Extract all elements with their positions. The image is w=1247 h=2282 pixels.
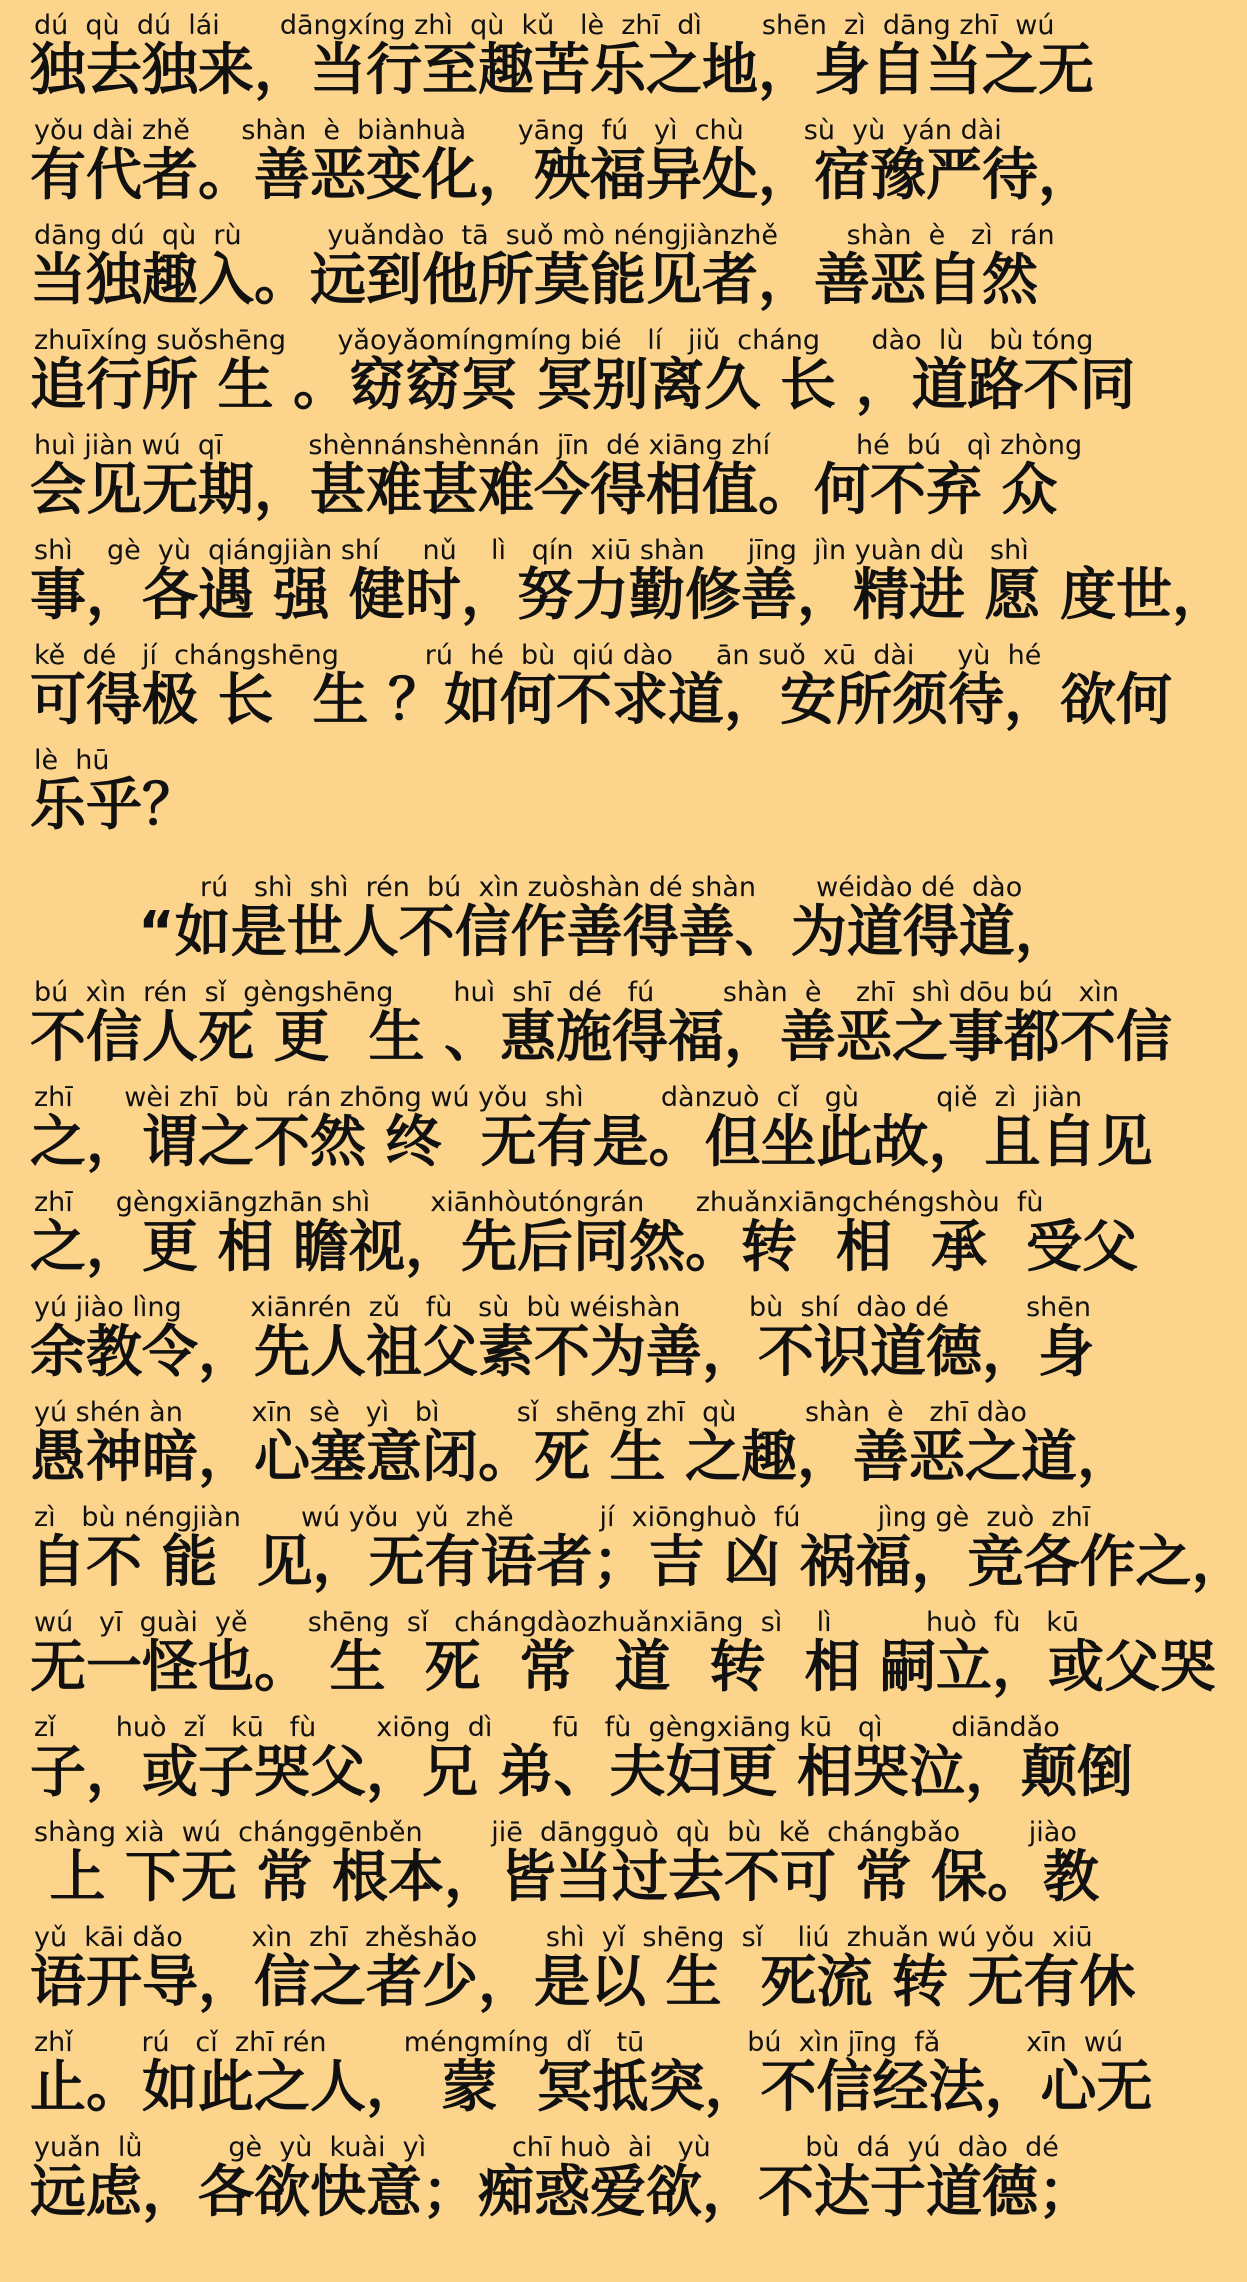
chinese-text: 不信人死 更 生 、惠施得福，善恶之事都不信 bbox=[30, 1005, 1172, 1070]
pinyin-annotation: wú yī guài yě shēng sǐ chángdàozhuǎnxiāng sì lì huò fù kū bbox=[34, 1607, 1080, 1638]
chinese-text: 事，各遇 强 健时，努力勤修善，精进 愿 度世， bbox=[30, 563, 1228, 628]
pinyin-annotation: dú qù dú lái dāngxíng zhì qù kǔ lè zhī dì shēn zì dāng zhī wú bbox=[34, 10, 1055, 41]
pinyin-annotation: zhī wèi zhī bù rán zhōng wú yǒu shì dànzuò cǐ gù qiě zì jiàn bbox=[34, 1082, 1083, 1113]
scripture-line bbox=[0, 1912, 1136, 2017]
chinese-text: 子，或子哭父，兄 弟、夫妇更 相哭泣，颠倒 bbox=[30, 1740, 1133, 1805]
scripture-line bbox=[0, 315, 1136, 420]
scripture-line bbox=[0, 1387, 1133, 1492]
scripture-line bbox=[0, 735, 1080, 840]
pinyin-annotation: yǒu dài zhě shàn è biànhuà yāng fú yì chù sù yù yán dài bbox=[34, 115, 1002, 146]
pinyin-annotation: huì jiàn wú qī shènnánshènnán jīn dé xiāng zhí hé bú qì zhòng bbox=[34, 430, 1083, 461]
pinyin-annotation: zhǐ rú cǐ zhī rén méngmíng dǐ tū bú xìn jīng fǎ xīn wú bbox=[34, 2027, 1124, 2058]
scripture-line bbox=[0, 1282, 1094, 1387]
chinese-text: 自不 能 见，无有语者；吉 凶 祸福，竞各作之， bbox=[30, 1530, 1247, 1595]
chinese-text: 当独趣入。远到他所莫能见者，善恶自然 bbox=[30, 248, 1038, 313]
pinyin-annotation: dāng dú qù rù yuǎndào tā suǒ mò néngjiànzhě shàn è zì rán bbox=[34, 220, 1055, 251]
pinyin-annotation: yuǎn lǜ gè yù kuài yì chī huò ài yù bù dá yú dào dé bbox=[34, 2132, 1059, 2163]
pinyin-annotation: kě dé jí chángshēng rú hé bù qiú dào ān suǒ xū dài yù hé bbox=[34, 640, 1042, 671]
chinese-text: 可得极 长 生 ？如何不求道，安所须待，欲何 bbox=[30, 668, 1172, 733]
scripture-line bbox=[0, 1072, 1153, 1177]
pinyin-annotation: rú shì shì rén bú xìn zuòshàn dé shàn wéidào dé dào bbox=[200, 872, 1023, 903]
chinese-text: 之，更 相 瞻视，先后同然。转 相 承 受父 bbox=[30, 1215, 1138, 1280]
scripture-line bbox=[0, 1177, 1138, 1282]
chinese-text: 会见无期，甚难甚难今得相值。何不弃 众 bbox=[30, 458, 1058, 523]
pinyin-annotation: bú xìn rén sǐ gèngshēng huì shī dé fú shàn è zhī shì dōu bú xìn bbox=[34, 977, 1120, 1008]
scripture-line bbox=[0, 967, 1172, 1072]
chinese-text: 无一怪也。 生 死 常 道 转 相 嗣立，或父哭 bbox=[30, 1635, 1216, 1700]
chinese-text: 止。如此之人， 蒙 冥抵突，不信经法，心无 bbox=[30, 2055, 1153, 2120]
pinyin-annotation: shàng xià wú chánggēnběn jiē dāngguò qù bù kě chángbǎo jiào bbox=[34, 1817, 1077, 1848]
pinyin-annotation: zhī gèngxiāngzhān shì xiānhòutóngrán zhuǎnxiāngchéngshòu fù bbox=[34, 1187, 1044, 1218]
pinyin-annotation: zì bù néngjiàn wú yǒu yǔ zhě jí xiōnghuò fú jìng gè zuò zhī bbox=[34, 1502, 1091, 1533]
chinese-text: 乐乎？ bbox=[30, 773, 198, 838]
chinese-text: 上 下无 常 根本，皆当过去不可 常 保。教 bbox=[30, 1845, 1099, 1910]
scripture-line bbox=[0, 2122, 1094, 2227]
scripture-line bbox=[0, 420, 1083, 525]
chinese-text: 有代者。善恶变化，殃福异处，宿豫严待， bbox=[30, 143, 1094, 208]
pinyin-annotation: yú jiào lìng xiānrén zǔ fù sù bù wéishàn bù shí dào dé shēn bbox=[34, 1292, 1091, 1323]
scripture-line bbox=[0, 210, 1080, 315]
chinese-text: 余教令，先人祖父素不为善，不识道德，身 bbox=[30, 1320, 1094, 1385]
chinese-text: 独去独来，当行至趣苦乐之地，身自当之无 bbox=[30, 38, 1094, 103]
scripture-line bbox=[0, 1492, 1247, 1597]
pinyin-annotation: zǐ huò zǐ kū fù xiōng dì fū fù gèngxiāng kū qì diāndǎo bbox=[34, 1712, 1060, 1743]
chinese-text: 之，谓之不然 终 无有是。但坐此故，且自见 bbox=[30, 1110, 1153, 1175]
scripture-line bbox=[0, 1597, 1216, 1702]
scripture-line bbox=[0, 630, 1172, 735]
scripture-line bbox=[0, 1807, 1099, 1912]
chinese-text: 远虑，各欲快意；痴惑爱欲，不达于道德； bbox=[30, 2160, 1094, 2225]
chinese-text: “如是世人不信作善得善、为道得道， bbox=[138, 900, 1071, 965]
pinyin-annotation: zhuīxíng suǒshēng yǎoyǎomíngmíng bié lí jiǔ cháng dào lù bù tóng bbox=[34, 325, 1094, 356]
pinyin-annotation: shì gè yù qiángjiàn shí nǔ lì qín xiū shàn jīng jìn yuàn dù shì bbox=[34, 535, 1029, 566]
pinyin-annotation: yú shén àn xīn sè yì bì sǐ shēng zhī qù shàn è zhī dào bbox=[34, 1397, 1027, 1428]
pinyin-annotation: lè hū bbox=[34, 745, 110, 776]
scripture-line bbox=[0, 2017, 1153, 2122]
chinese-text: 语开导，信之者少，是以 生 死流 转 无有休 bbox=[30, 1950, 1136, 2015]
scripture-line bbox=[0, 862, 1080, 967]
scripture-line bbox=[0, 0, 1094, 105]
chinese-text: 追行所 生 。窈窈冥 冥别离久 长 ，道路不同 bbox=[30, 353, 1136, 418]
pinyin-annotation: yǔ kāi dǎo xìn zhī zhěshǎo shì yǐ shēng sǐ liú zhuǎn wú yǒu xiū bbox=[34, 1922, 1093, 1953]
scripture-line bbox=[0, 525, 1228, 630]
scripture-line bbox=[0, 105, 1094, 210]
scripture-line bbox=[0, 1702, 1133, 1807]
chinese-text: 愚神暗，心塞意闭。死 生 之趣，善恶之道， bbox=[30, 1425, 1133, 1490]
